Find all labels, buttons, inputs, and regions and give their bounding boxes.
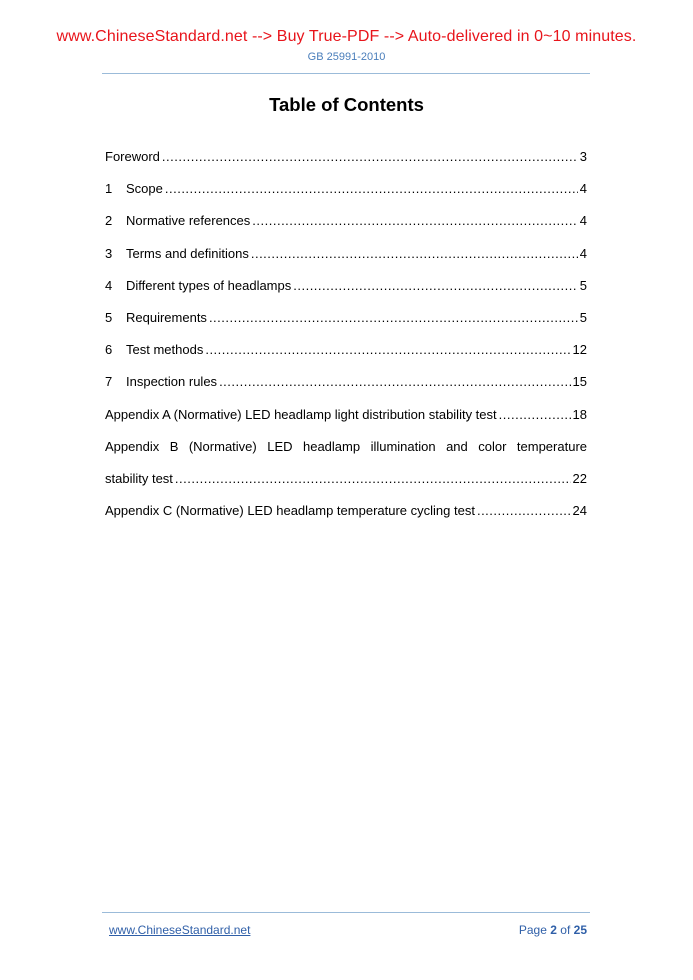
purchase-banner-link[interactable]: www.ChineseStandard.net --> Buy True-PDF --> Auto-delivered in 0~10 minutes.: [56, 28, 637, 45]
toc-leader-dots: [251, 244, 578, 264]
toc-leader-dots: [293, 276, 578, 296]
toc-page-number: 4: [579, 181, 587, 197]
toc-section-number: 1: [105, 181, 113, 197]
toc-leader-dots: [175, 469, 571, 489]
toc-entry-appendix-c[interactable]: [105, 501, 587, 533]
toc-label-line1: Appendix B (Normative) LED headlamp illumination and color temperature: [105, 438, 587, 454]
toc-section-number: 2: [105, 213, 113, 229]
toc-page-number: 4: [579, 213, 587, 229]
toc-label: Requirements: [126, 309, 207, 325]
total-pages: 25: [573, 923, 587, 937]
toc-leader-dots: [219, 372, 570, 392]
toc-label: Appendix C (Normative) LED headlamp temperature cycling test: [105, 503, 475, 519]
toc-page-number: 4: [579, 245, 587, 261]
toc-page-number: 24: [572, 503, 587, 519]
header-divider: [102, 73, 590, 74]
toc-section-number: 4: [105, 277, 113, 293]
toc-entry-normative-references[interactable]: [105, 211, 587, 243]
toc-entry-appendix-b-line1[interactable]: [105, 437, 587, 469]
toc-entry-foreword[interactable]: [105, 147, 587, 179]
toc-entry-terms-and-definitions[interactable]: [105, 244, 587, 276]
page-title: Table of Contents: [269, 94, 424, 115]
toc-entry-requirements[interactable]: [105, 308, 587, 340]
toc-page-number: 5: [579, 309, 587, 325]
standard-code: GB 25991-2010: [307, 51, 386, 63]
page-prefix: Page: [518, 923, 547, 937]
table-of-contents: [105, 147, 587, 533]
toc-label: Test methods: [126, 342, 204, 358]
toc-leader-dots: [205, 340, 570, 360]
toc-leader-dots: [165, 179, 578, 199]
toc-label: Foreword: [105, 149, 160, 164]
page-of: of: [560, 923, 571, 937]
toc-entry-headlamp-types[interactable]: [105, 276, 587, 308]
toc-entry-scope[interactable]: [105, 179, 587, 211]
current-page-number: 2: [550, 923, 557, 937]
toc-page-number: 18: [572, 406, 587, 422]
toc-leader-dots: [252, 211, 577, 231]
toc-label: Different types of headlamps: [126, 277, 292, 293]
toc-entry-appendix-b-line2[interactable]: [105, 469, 587, 501]
toc-leader-dots: [162, 147, 578, 167]
toc-section-number: 7: [105, 374, 113, 390]
toc-entry-inspection-rules[interactable]: [105, 372, 587, 404]
toc-page-number: 15: [572, 374, 587, 390]
toc-page-number: 3: [579, 149, 587, 164]
toc-entry-appendix-a[interactable]: [105, 405, 587, 437]
toc-leader-dots: [499, 405, 571, 425]
toc-section-number: 5: [105, 309, 113, 325]
footer-website-link[interactable]: www.ChineseStandard.net: [109, 923, 251, 937]
toc-label: Terms and definitions: [126, 245, 249, 261]
toc-entry-test-methods[interactable]: [105, 340, 587, 372]
toc-label: Appendix A (Normative) LED headlamp light distribution stability test: [105, 406, 497, 422]
toc-page-number: 22: [572, 470, 587, 486]
toc-label: Inspection rules: [126, 374, 218, 390]
toc-label: Normative references: [126, 213, 251, 229]
toc-page-number: 5: [579, 277, 587, 293]
toc-leader-dots: [477, 501, 571, 521]
toc-section-number: 6: [105, 342, 113, 358]
toc-section-number: 3: [105, 245, 113, 261]
toc-leader-dots: [209, 308, 578, 328]
page-indicator: [519, 923, 587, 937]
toc-label: stability test: [105, 470, 173, 486]
toc-label: Scope: [126, 181, 163, 197]
footer-divider: [102, 912, 590, 913]
toc-page-number: 12: [572, 342, 587, 358]
